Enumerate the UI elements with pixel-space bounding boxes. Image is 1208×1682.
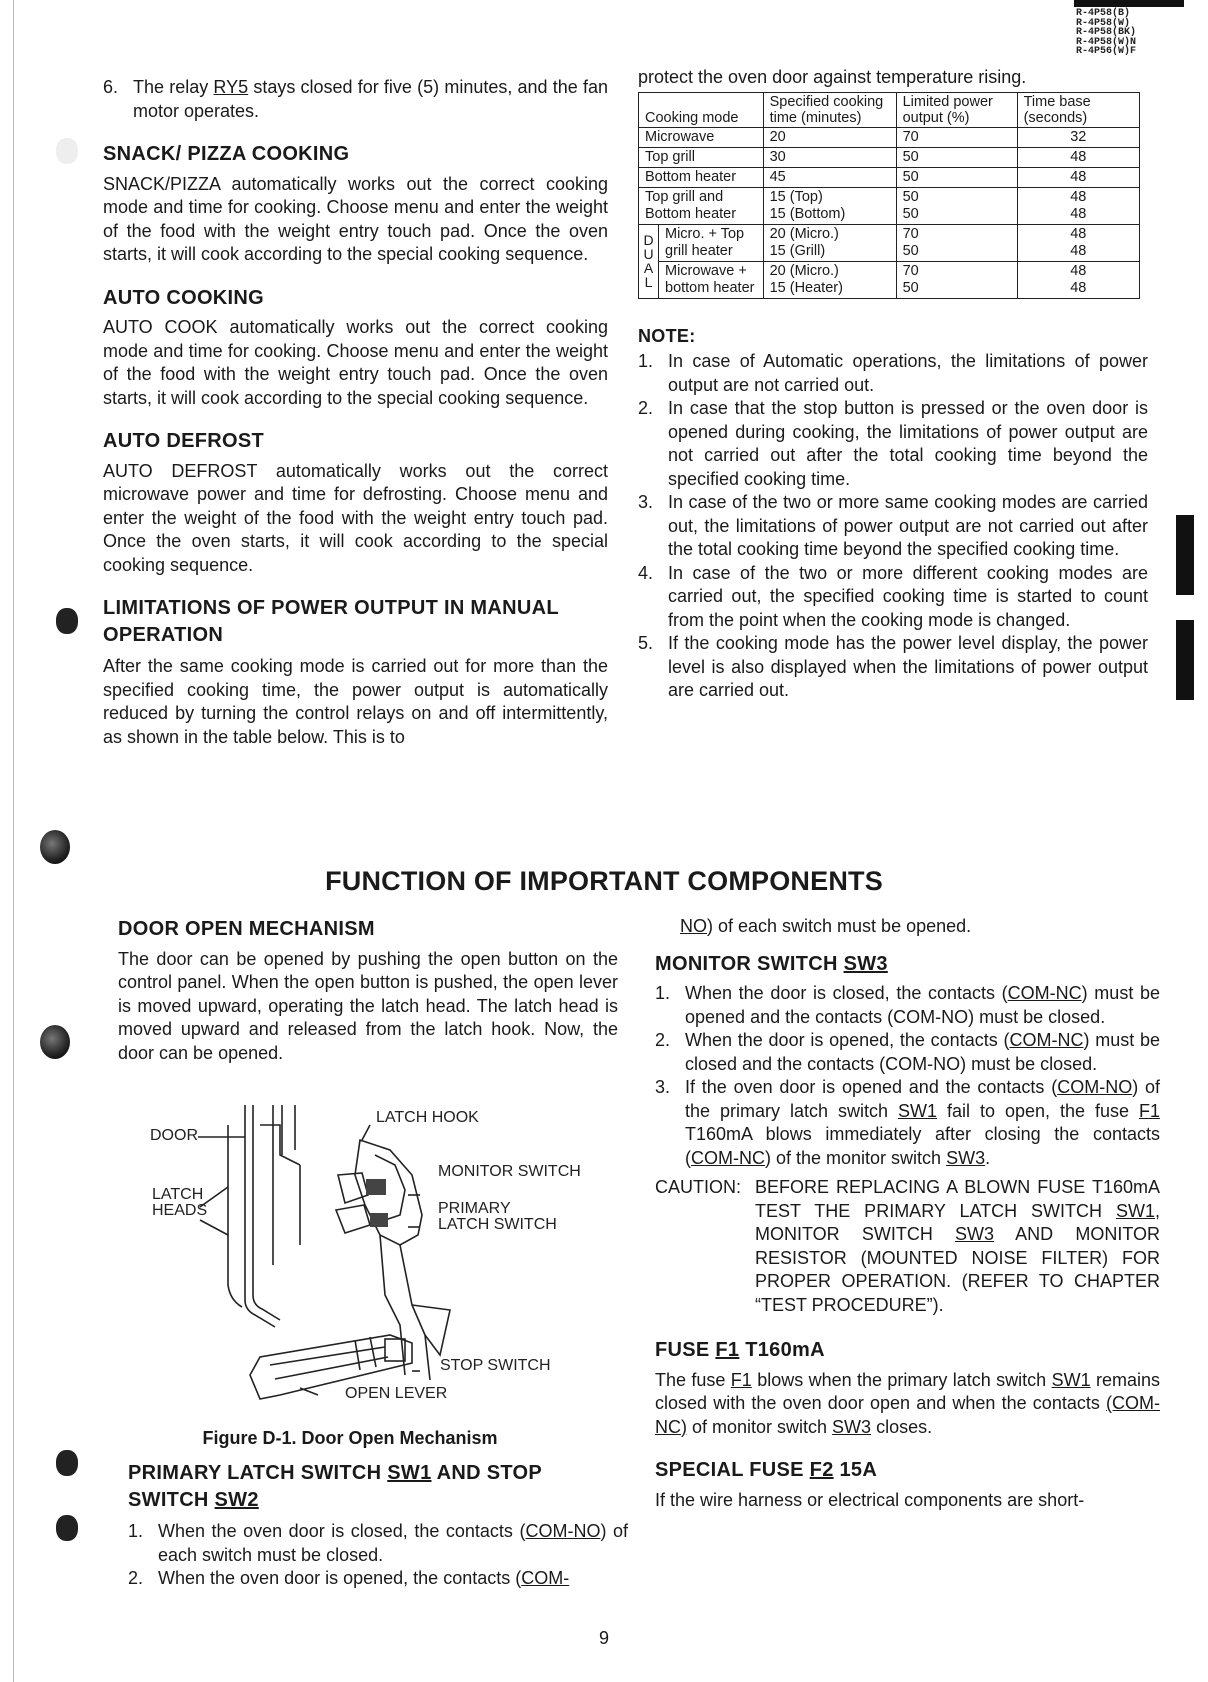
heading-text: MONITOR SWITCH	[655, 952, 844, 975]
table-cell: 32	[1017, 127, 1139, 147]
cell-line: Bottom heater	[645, 205, 737, 222]
table-cell: 45	[763, 167, 896, 187]
label-line: HEADS	[152, 1202, 208, 1219]
door-heading: DOOR OPEN MECHANISM	[118, 918, 375, 940]
right-column-top	[638, 66, 1148, 703]
note-number: 1.	[638, 351, 654, 371]
note-item	[638, 632, 1148, 703]
label-primary-latch-switch	[438, 1201, 557, 1233]
caution-text: AND MONITOR RESISTOR (MOUNTED NOISE FILTER) FOR PROPER OPERATION. (REFER TO CHAPTER “TEST PROCEDURE”).	[755, 1224, 1160, 1315]
model-name: R-4P58(B)	[1076, 8, 1131, 19]
item-text: T160mA blows immediately after closing the contacts (	[685, 1124, 1160, 1168]
contact-ref: COM-NC	[1009, 1030, 1084, 1050]
note-text: If the cooking mode has the power level display, the power level is also displayed when the limitations of power output are carried out.	[668, 633, 1148, 700]
item-number: 3.	[655, 1077, 671, 1097]
cell-line: 15 (Grill)	[769, 242, 826, 259]
note-item	[638, 350, 1148, 397]
item-text: fail to open, the fuse	[937, 1100, 1139, 1121]
relay-ref: RY5	[213, 77, 249, 97]
table-cell: Microwave	[639, 127, 764, 147]
table-cell	[896, 261, 1017, 298]
para-text: blows when the primary latch switch	[751, 1369, 1052, 1390]
cell-line: 20 (Micro.)	[769, 225, 839, 242]
fuse-f1-heading	[655, 1339, 1160, 1363]
table-cell	[763, 224, 896, 261]
table-cell	[1017, 224, 1139, 261]
fuse-ref: F1	[715, 1339, 740, 1361]
item-text: ) must be opened and the contacts (COM-NO) must be closed.	[685, 983, 1160, 1027]
heading-text: FUSE	[655, 1339, 716, 1361]
section-title: FUNCTION OF IMPORTANT COMPONENTS	[325, 866, 883, 896]
list-item	[655, 1076, 1160, 1170]
table-cell	[896, 187, 1017, 224]
section-tab-mark	[1176, 515, 1194, 595]
para-text: of monitor switch	[687, 1416, 833, 1437]
header-bar	[1074, 0, 1184, 7]
item-text: ) of each switch must be opened.	[707, 916, 972, 936]
table-cell: 48	[1017, 167, 1139, 187]
table-cell	[659, 261, 764, 298]
dual-letter: D	[643, 232, 654, 248]
margin-scan-line	[13, 0, 14, 1682]
cell-line: 50	[902, 242, 919, 259]
heading-text: T160mA	[739, 1339, 825, 1361]
caution-text: , MONITOR SWITCH	[755, 1200, 1160, 1244]
cell-line: 48	[1070, 205, 1087, 222]
table-cell: 70	[896, 127, 1017, 147]
table-row	[639, 127, 1140, 147]
label-latch-heads	[152, 1187, 207, 1219]
limitations-heading: LIMITATIONS OF POWER OUTPUT IN MANUAL OPERATION	[103, 597, 559, 646]
relay-item	[103, 76, 608, 123]
cell-line: 48	[1070, 279, 1087, 296]
table-row	[639, 187, 1140, 224]
margin-mark	[56, 1515, 78, 1541]
item-text: .	[985, 1147, 991, 1168]
cell-line: 15 (Top)	[769, 188, 823, 205]
fuse-f2-heading	[655, 1459, 1160, 1483]
para-text: The fuse	[655, 1369, 731, 1390]
table-header-cell: Cooking mode	[639, 92, 764, 127]
label-door: DOOR	[150, 1127, 198, 1144]
contact-ref: COM-NO	[525, 1521, 601, 1541]
contact-ref: (COM-NC)	[655, 1393, 1160, 1437]
item-text: ) of the primary latch switch	[685, 1077, 1160, 1121]
item-number: 1.	[655, 983, 671, 1003]
monitor-switch-list	[655, 982, 1160, 1170]
table-cell: Top grill	[639, 147, 764, 167]
margin-mark	[56, 138, 78, 164]
contact-ref: COM-NC	[1007, 983, 1082, 1003]
auto-defrost-heading: AUTO DEFROST	[103, 430, 265, 452]
table-header-row	[639, 92, 1140, 127]
item-text: ) of each switch must be closed.	[158, 1521, 628, 1565]
switch-ref: SW1	[1051, 1369, 1091, 1390]
item-text: When the oven door is opened, the contacts (	[158, 1568, 522, 1588]
primary-latch-heading	[128, 1460, 628, 1514]
fuse-f2-text: If the wire harness or electrical components are short-	[655, 1489, 1085, 1510]
contact-ref: COM-NO	[1057, 1077, 1133, 1097]
table-cell	[1017, 261, 1139, 298]
punch-hole	[40, 830, 70, 864]
cell-line: 15 (Bottom)	[769, 205, 846, 222]
cell-line: 48	[1070, 225, 1087, 242]
heading-text: 15A	[833, 1459, 878, 1481]
cell-line: 50	[902, 205, 919, 222]
table-row	[639, 261, 1140, 298]
margin-mark	[56, 1450, 78, 1476]
switch-ref: SW3	[946, 1147, 986, 1168]
fuse-f1-text	[655, 1369, 1160, 1440]
auto-cooking-text: AUTO COOK automatically works out the correct cooking mode and time for cooking. Choose menu and enter the weight of the food with the weight entry touch pad. Once the oven starts, it will cook according to the special cooking sequence.	[103, 317, 608, 408]
cell-line: grill heater	[665, 242, 733, 259]
label-latch-hook: LATCH HOOK	[376, 1109, 479, 1126]
list-item	[128, 1520, 628, 1567]
note-number: 3.	[638, 492, 654, 512]
list-item	[655, 982, 1160, 1029]
heading-text: PRIMARY LATCH SWITCH	[128, 1462, 388, 1484]
auto-cooking-heading: AUTO COOKING	[103, 286, 265, 309]
table-cell: Bottom heater	[639, 167, 764, 187]
table-cell	[763, 261, 896, 298]
table-cell	[896, 224, 1017, 261]
left-column-bottom	[118, 918, 618, 1065]
label-stop-switch: STOP SWITCH	[440, 1357, 551, 1374]
primary-latch-section	[128, 1460, 628, 1591]
cell-line: 50	[902, 279, 919, 296]
table-row	[639, 224, 1140, 261]
table-row	[639, 147, 1140, 167]
caution-label: CAUTION:	[655, 1177, 742, 1197]
item-text: When the oven door is closed, the contacts (	[158, 1521, 526, 1541]
dual-letter: A	[643, 260, 654, 276]
right-column-bottom	[655, 915, 1160, 1512]
cell-line: Top grill and	[645, 188, 724, 205]
item-text: ) of the monitor switch	[765, 1147, 947, 1168]
table-cell: 48	[1017, 147, 1139, 167]
cell-line: Micro. + Top	[665, 225, 745, 242]
switch-ref: SW1	[387, 1462, 432, 1484]
caution-text: BEFORE REPLACING A BLOWN FUSE T160mA TEST THE PRIMARY LATCH SWITCH	[755, 1177, 1160, 1221]
note-text: In case of Automatic operations, the limitations of power output are not carried out.	[668, 351, 1148, 395]
left-column-top	[103, 76, 608, 749]
switch-ref: SW3	[832, 1416, 872, 1437]
cell-line: 70	[902, 225, 919, 242]
dual-letter: U	[643, 246, 654, 262]
table-row	[639, 167, 1140, 187]
item-number: 2.	[128, 1568, 144, 1588]
item-number: 2.	[655, 1030, 671, 1050]
label-line: LATCH SWITCH	[438, 1216, 557, 1233]
fuse-ref: F1	[730, 1369, 752, 1390]
snack-heading: SNACK/ PIZZA COOKING	[103, 143, 350, 165]
model-name: R-4P56(W)F	[1076, 46, 1137, 57]
label-open-lever: OPEN LEVER	[345, 1385, 448, 1402]
item-text: ) must be closed and the contacts (COM-NO) must be closed.	[685, 1030, 1160, 1074]
power-limit-table	[638, 92, 1140, 299]
item-number: 6.	[103, 77, 119, 97]
item-text: When the door is closed, the contacts (	[685, 983, 1008, 1003]
table-cell	[659, 224, 764, 261]
label-monitor-switch: MONITOR SWITCH	[438, 1163, 581, 1180]
continued-text	[655, 915, 1160, 939]
list-item	[128, 1567, 628, 1591]
note-number: 2.	[638, 398, 654, 418]
caution-block	[655, 1176, 1160, 1317]
fuse-ref: F1	[1139, 1100, 1161, 1121]
para-text: closes.	[871, 1416, 933, 1437]
snack-text: SNACK/PIZZA automatically works out the correct cooking mode and time for cooking. Choose menu and enter the weight of the food with the weight entry touch pad. Once the oven starts, it will cook according to the special cooking sequence.	[103, 173, 608, 264]
cell-line: 48	[1070, 188, 1087, 205]
table-cell	[639, 187, 764, 224]
item-text: stays closed for five (5) minutes, and the fan motor operates.	[133, 77, 608, 121]
table-header-cell: Time base (seconds)	[1017, 92, 1139, 127]
table-intro: protect the oven door against temperature rising.	[638, 67, 1027, 87]
page-number: 9	[598, 1628, 609, 1648]
door-mechanism-drawing	[150, 1095, 570, 1425]
note-number: 5.	[638, 633, 654, 653]
table-cell: 50	[896, 147, 1017, 167]
table-cell: 50	[896, 167, 1017, 187]
item-text: If the oven door is opened and the contacts (	[685, 1077, 1058, 1097]
para-text: remains closed with the oven door open and when the contacts	[655, 1369, 1160, 1413]
table-cell: 30	[763, 147, 896, 167]
fuse-ref: F2	[809, 1459, 834, 1481]
note-item	[638, 397, 1148, 491]
switch-ref: SW1	[1115, 1200, 1155, 1221]
cell-line: 20 (Micro.)	[769, 262, 839, 279]
note-item	[638, 562, 1148, 633]
cell-line: 50	[902, 188, 919, 205]
table-header-cell: Limited power output (%)	[896, 92, 1017, 127]
note-number: 4.	[638, 562, 654, 583]
table-cell	[763, 187, 896, 224]
note-heading: NOTE:	[638, 325, 696, 346]
primary-latch-list	[128, 1520, 628, 1591]
cell-line: 48	[1070, 262, 1087, 279]
switch-ref: SW1	[897, 1100, 937, 1121]
switch-ref: SW2	[214, 1489, 259, 1511]
contact-ref: NO	[680, 916, 707, 936]
heading-text: SPECIAL FUSE	[655, 1459, 810, 1481]
label-line: LATCH	[152, 1186, 204, 1203]
contact-ref: COM-	[521, 1568, 570, 1588]
table-cell: 20	[763, 127, 896, 147]
item-number: 1.	[128, 1521, 144, 1541]
label-line: PRIMARY	[438, 1200, 511, 1217]
model-name: R-4P58(W)	[1076, 17, 1131, 29]
figure-caption: Figure D-1. Door Open Mechanism	[202, 1428, 498, 1448]
limitations-text: After the same cooking mode is carried out for more than the specified cooking time, the power output is automatically reduced by turning the control relays on and off intermittently, as shown in the table below. This is to	[103, 656, 608, 747]
cell-line: 48	[1070, 242, 1087, 259]
item-text: When the door is opened, the contacts (	[685, 1030, 1010, 1050]
section-tab-mark	[1176, 620, 1194, 700]
margin-mark	[56, 608, 78, 634]
list-item	[655, 1029, 1160, 1076]
note-list	[638, 350, 1148, 703]
monitor-switch-heading	[655, 953, 1160, 977]
auto-defrost-text: AUTO DEFROST automatically works out the correct microwave power and time for defrosting. Choose menu and enter the weight of the food with the weight entry touch pad. Once the oven starts, it will cook according to the special cooking sequence.	[103, 460, 608, 575]
door-mechanism-figure	[150, 1095, 581, 1425]
contact-ref: COM-NC	[691, 1147, 765, 1168]
model-name: R-4P58(BK)	[1076, 27, 1137, 38]
cell-line: 15 (Heater)	[769, 279, 843, 296]
dual-letter: L	[644, 274, 653, 290]
note-text: In case of the two or more same cooking modes are carried out, the limitations of power output are not carried out after the total cooking time beyond the specified cooking time.	[668, 492, 1148, 559]
item-text: The relay	[133, 77, 214, 97]
note-item	[638, 491, 1148, 562]
cell-line: bottom heater	[665, 279, 755, 296]
cell-line: Microwave +	[665, 262, 747, 279]
cell-line: 70	[902, 262, 919, 279]
switch-ref: SW3	[954, 1224, 994, 1244]
heading-text: AND STOP SWITCH	[128, 1462, 542, 1511]
model-list	[1076, 9, 1146, 57]
note-text: In case that the stop button is pressed or the oven door is opened during cooking, the limitations of power output are not carried out after the total cooking time beyond the specified cooking time.	[668, 398, 1148, 489]
model-name: R-4P58(W)N	[1076, 36, 1137, 48]
door-text: The door can be opened by pushing the open button on the control panel. When the open button is pushed, the open lever is moved upward, operating the latch head. The latch head is moved upward and released from the latch hook. Now, the door can be opened.	[118, 948, 618, 1063]
punch-hole	[40, 1025, 70, 1059]
note-text: In case of the two or more different cooking modes are carried out, the specified cooking time is started to count from the point when the cooking mode is changed.	[668, 562, 1148, 630]
switch-ref: SW3	[843, 952, 888, 975]
table-cell	[1017, 187, 1139, 224]
table-header-cell: Specified cooking time (minutes)	[763, 92, 896, 127]
dual-label	[639, 224, 659, 298]
